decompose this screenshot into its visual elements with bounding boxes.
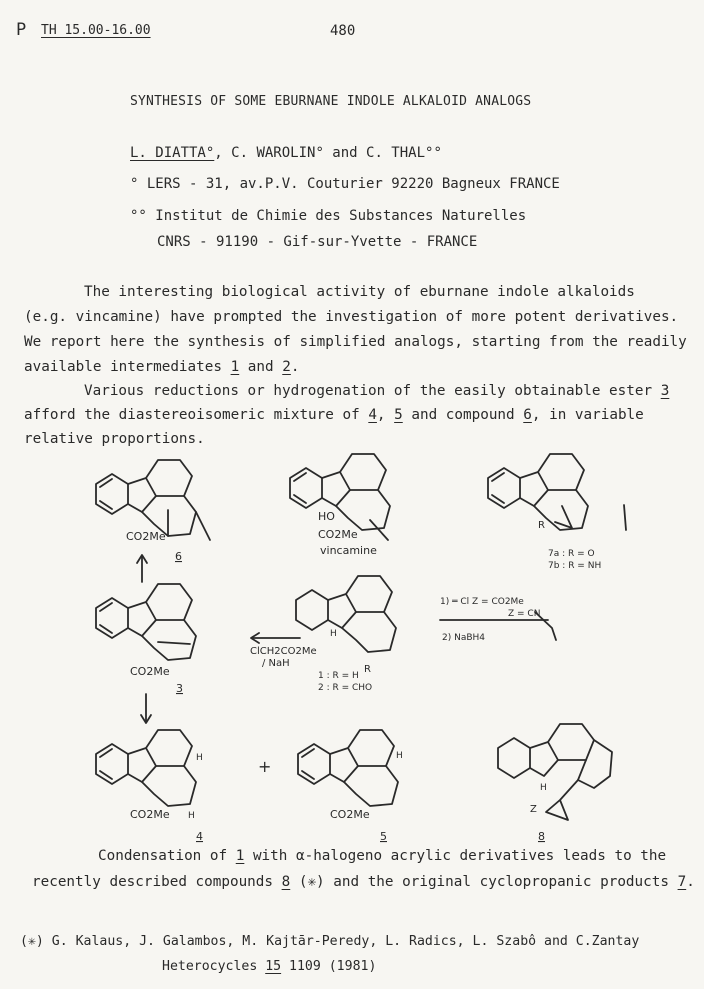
reagent-acrylic: 1) ═ Cl Z = CO2Me [440,597,524,607]
compound-1-2-structure [296,576,396,693]
compound-5-label: 5 [380,830,387,843]
paper-title: SYNTHESIS OF SOME EBURNANE INDOLE ALKALOID ANALOGS [130,94,532,109]
arrow-3-to-6 [137,555,147,582]
affiliation-1: ° LERS - 31, av.P.V. Couturier 92220 Bagneux FRANCE [130,176,560,192]
compound-2-label: 2 : R = CHO [318,683,373,693]
arrow-1-to-7 [440,597,556,643]
body-line: (e.g. vincamine) have prompted the investigation of more potent derivatives. [24,309,679,325]
compound-ref: 5 [394,407,403,423]
compound-1-label: 1 : R = H [318,671,359,681]
arrow-1-to-3 [250,633,317,669]
compound-7-structure [488,454,626,571]
compound-7b-label: 7b : R = NH [548,561,602,571]
compound-6-structure [96,460,210,563]
svg-text:H: H [188,811,195,821]
presenting-author: L. DIATTA° [130,145,215,161]
reference-line-1: (✳) G. Kalaus, J. Galambos, M. Kajtār-Peredy, L. Radics, L. Szabô and C.Zantay [20,934,640,949]
reference-line-2: Heterocycles 15 1109 (1981) [162,959,377,974]
compound-ref: 3 [660,383,670,399]
compound-ref: 1 [230,359,240,375]
page-number: 480 [330,23,356,39]
compound-ref: 4 [368,407,377,423]
compound-ref: 1 [235,848,245,864]
body-line: Various reductions or hydrogenation of the easily obtainable ester 3 [84,383,670,399]
svg-text:R: R [364,664,371,675]
compound-8-structure [498,724,612,843]
co-authors: , C. WAROLIN° and C. THAL°° [214,145,442,161]
session-time: TH 15.00-16.00 [41,23,151,38]
compound-3-structure [96,584,196,695]
body-line: available intermediates 1 and 2. [24,359,300,375]
svg-text:H: H [540,783,547,793]
volume-number: 15 [265,959,282,974]
poster-mark: P [16,20,27,40]
compound-ref: 7 [677,874,687,890]
affiliation-2: °° Institut de Chimie des Substances Naturelles [130,208,527,224]
vincamine-structure [290,454,390,557]
compound-ref: 8 [281,874,291,890]
compound-8-label: 8 [538,830,545,843]
compound-5-structure [298,730,403,843]
body-line: We report here the synthesis of simplified analogs, starting from the readily [24,334,687,350]
reagent-alkylation: ClCH2CO2Me [250,646,317,657]
affiliation-2-address: CNRS - 91190 - Gif-sur-Yvette - FRANCE [157,234,478,250]
svg-text:CO2Me: CO2Me [130,808,170,821]
svg-text:Z = CN: Z = CN [508,609,541,619]
svg-text:HO: HO [318,510,335,523]
svg-text:R: R [538,520,545,531]
vincamine-label: vincamine [320,544,377,557]
svg-text:CO2Me: CO2Me [130,665,170,678]
svg-text:CO2Me: CO2Me [330,808,370,821]
co2me-label: CO2Me [126,530,166,543]
svg-text:CO2Me: CO2Me [318,528,358,541]
compound-ref: 6 [523,407,532,423]
plus-sign: + [258,757,272,776]
body-line: The interesting biological activity of eburnane indole alkaloids [84,284,635,300]
body-line: afford the diastereoisomeric mixture of 4, 5 and compound 6, in variable [24,407,644,423]
svg-text:H: H [396,751,403,761]
compound-7a-label: 7a : R = O [548,549,595,559]
svg-text:H: H [196,753,203,763]
compound-6-label: 6 [175,550,182,563]
compound-ref: 2 [282,359,291,375]
arrow-3-to-4 [141,694,151,723]
compound-3-label: 3 [176,682,183,695]
reagent-reduction: 2) NaBH4 [442,633,486,643]
svg-text:H: H [330,629,337,639]
body-line: Condensation of 1 with α-halogeno acrylic derivatives leads to the [98,848,667,864]
body-line: relative proportions. [24,431,205,447]
svg-text:/ NaH: / NaH [262,658,290,669]
compound-4-label: 4 [196,830,203,843]
compound-4-structure [96,730,203,843]
svg-text:Z: Z [530,804,537,815]
body-line: recently described compounds 8 (✳) and the original cyclopropanic products 7. [32,874,695,890]
